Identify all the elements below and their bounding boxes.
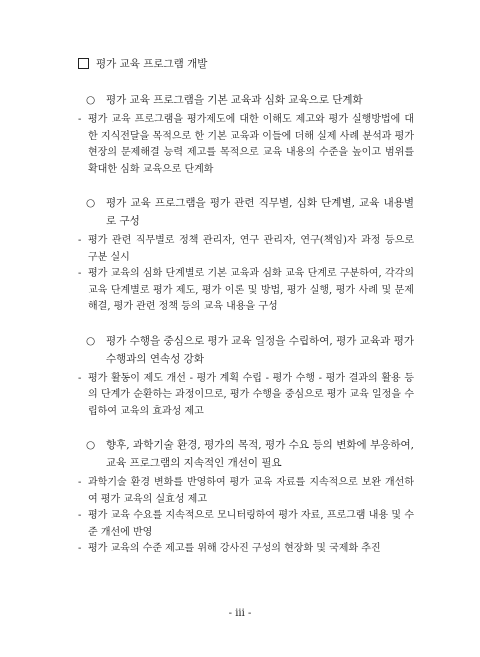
- circle-bullet-icon: ○: [86, 439, 96, 451]
- dash-bullet-icon: -: [78, 114, 82, 125]
- main-point: [78, 194, 414, 230]
- sub-point: [78, 112, 414, 178]
- dash-bullet-icon: -: [78, 543, 82, 554]
- main-point-text: 평가 수행을 중심으로 평가 교육 일정을 수립하여, 평가 교육과 평가 수행과의 연속성 강화: [106, 334, 414, 365]
- checkbox-square-icon: [78, 58, 89, 69]
- content-block: [78, 194, 414, 316]
- sub-point-text: 평가 교육 프로그램을 평가제도에 대한 이해도 제고와 평가 실행방법에 대한 지식전달을 목적으로 한 기본 교육과 이들에 더해 실제 사례 분석과 평가 현장의 문제해결 능력 제고를 목적으로 교육 내용의 수준을 높이고 범위를 확대한 심화 교육으로 단계화: [88, 114, 414, 175]
- sub-point-text: 평가 교육 수요를 지속적으로 모니터링하여 평가 자료, 프로그램 내용 및 수준 개선에 반영: [88, 510, 414, 538]
- section-title: 평가 교육 프로그램 개발: [96, 58, 208, 70]
- section-heading: [78, 56, 414, 71]
- dash-bullet-icon: -: [78, 235, 82, 246]
- content-block: [78, 91, 414, 178]
- dash-bullet-icon: -: [78, 477, 82, 488]
- sub-point-text: 평가 교육의 심화 단계별로 기본 교육과 심화 교육 단계로 구분하여, 각각의 교육 단계별로 평가 제도, 평가 이론 및 방법, 평가 실행, 평가 사례 및 문제 해결, 평가 관련 정책 등의 교육 내용을 구성: [88, 268, 414, 312]
- sub-point: [78, 541, 414, 558]
- dash-bullet-icon: -: [78, 510, 82, 521]
- circle-bullet-icon: ○: [86, 197, 96, 209]
- main-point-text: 향후, 과학기술 환경, 평가의 목적, 평가 수요 등의 변화에 부응하여, 교육 프로그램의 지속적인 개선이 필요: [106, 439, 414, 469]
- sub-point: [78, 371, 414, 421]
- sub-point-text: 평가 교육의 수준 제고를 위해 강사진 구성의 현장화 및 국제화 추진: [88, 543, 381, 554]
- main-point: [78, 332, 414, 368]
- dash-bullet-icon: -: [78, 372, 82, 384]
- main-point: [78, 91, 414, 109]
- content-block: [78, 332, 414, 421]
- sub-point-text: 과학기술 환경 변화를 반영하여 평가 교육 자료를 지속적으로 보완 개선하여 평가 교육의 실효성 제고: [88, 477, 414, 505]
- main-point-text: 평가 교육 프로그램을 기본 교육과 심화 교육으로 단계화: [106, 94, 363, 106]
- content-blocks: [78, 91, 414, 558]
- sub-point: [78, 475, 414, 508]
- page-number: - iii -: [228, 608, 252, 619]
- main-point-text: 평가 교육 프로그램을 평가 관련 직무별, 심화 단계별, 교육 내용별로 구성: [106, 197, 414, 227]
- main-point: [78, 436, 414, 472]
- circle-bullet-icon: ○: [86, 94, 96, 106]
- circle-bullet-icon: ○: [86, 334, 96, 347]
- dash-bullet-icon: -: [78, 268, 82, 279]
- sub-point-text: 평가 관련 직무별로 정책 관리자, 연구 관리자, 연구(책임)자 과정 등으로 구분 실시: [88, 235, 414, 263]
- sub-point: [78, 233, 414, 266]
- content-block: [78, 436, 414, 558]
- sub-point-text: 평가 활동이 제도 개선 - 평가 계획 수립 - 평가 수행 - 평가 결과의 활용 등의 단계가 순환하는 과정이므로, 평가 수행을 중심으로 평가 교육 일정을 수립하여 교육의 효과성 제고: [88, 372, 414, 417]
- sub-point: [78, 508, 414, 541]
- sub-point: [78, 266, 414, 316]
